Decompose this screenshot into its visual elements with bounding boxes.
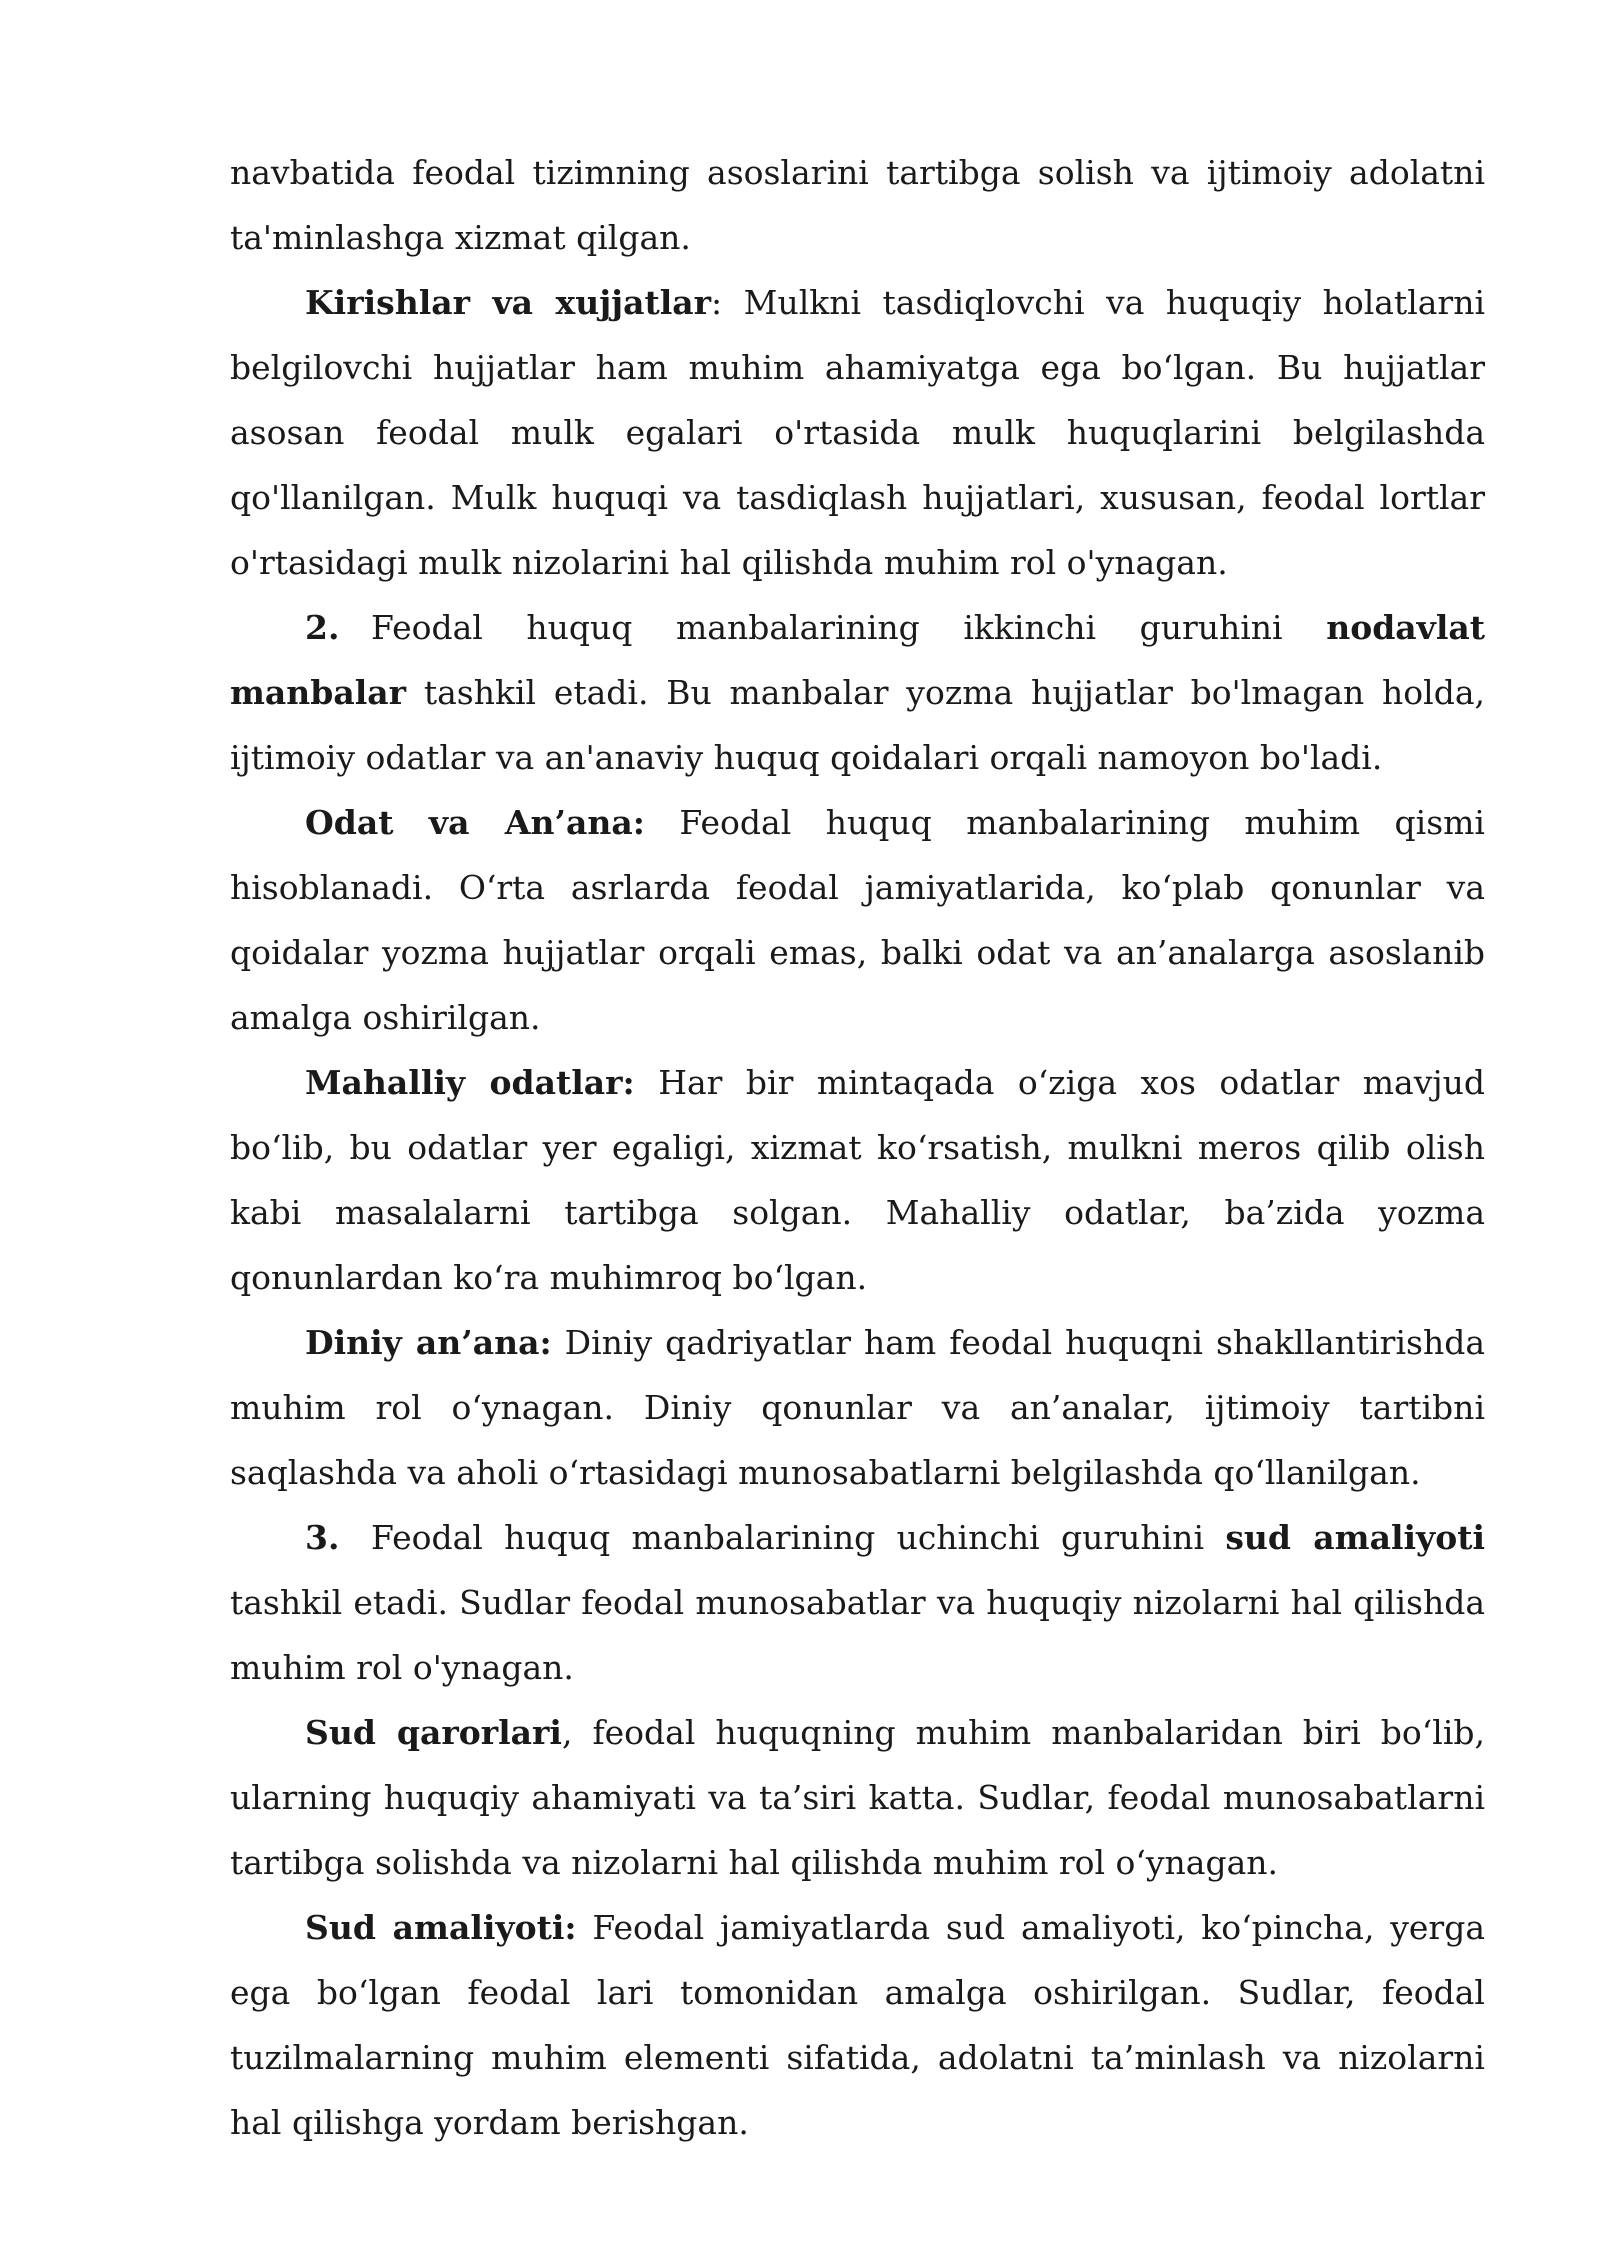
paragraph-text: , feodal huquqning muhim manbalaridan biri bo‘lib, ularning huquqiy ahamiyati va ta’siri katta. Sudlar, feodal munosabatlarni tartibga solishda va nizolarni hal qilishda muhim rol o‘ynagan. bbox=[230, 1713, 1486, 1882]
paragraph-item-2 bbox=[230, 595, 1485, 790]
paragraph-heading: Odat va An’ana: bbox=[305, 803, 645, 842]
paragraph-heading: Kirishlar va xujjatlar bbox=[305, 283, 712, 322]
paragraph-text: Har bir mintaqada o‘ziga xos odatlar mavjud bo‘lib, bu odatlar yer egaligi, xizmat ko‘rsatish, mulkni meros qilib olish kabi masalalarni tartibga solgan. Mahalliy odatlar, ba’zida yozma qonunlardan ko‘ra muhimroq bo‘lgan. bbox=[230, 1063, 1485, 1297]
paragraph-heading: Sud amaliyoti: bbox=[305, 1908, 577, 1947]
paragraph-text: Feodal jamiyatlarda sud amaliyoti, ko‘pincha, yerga ega bo‘lgan feodal lari tomonidan amalga oshirilgan. Sudlar, feodal tuzilmalarning muhim elementi sifatida, adolatni ta’minlash va nizolarni hal qilishga yordam berishgan. bbox=[230, 1908, 1485, 2142]
paragraph-heading: Diniy an’ana: bbox=[305, 1323, 552, 1362]
paragraph-text: Diniy qadriyatlar ham feodal huquqni shakllantirishda muhim rol o‘ynagan. Diniy qonunlar va an’analar, ijtimoiy tartibni saqlashda va aholi o‘rtasidagi munosabatlarni belgilashda qo‘llanilgan. bbox=[230, 1323, 1486, 1492]
paragraph-continuation bbox=[230, 140, 1485, 270]
paragraph-text: Feodal huquq manbalarining ikkinchi guruhini bbox=[371, 608, 1327, 647]
paragraph-item-3 bbox=[230, 1505, 1485, 1700]
paragraph-text: Feodal huquq manbalarining muhim qismi hisoblanadi. O‘rta asrlarda feodal jamiyatlarida, ko‘plab qonunlar va qoidalar yozma hujjatlar orqali emas, balki odat va an’analarga asoslanib amalga oshirilgan. bbox=[230, 803, 1485, 1037]
paragraph-sud-qarorlari bbox=[230, 1700, 1485, 1895]
paragraph-emphasis: nodavlat manbalar bbox=[230, 608, 1485, 712]
list-number: 2. bbox=[305, 608, 340, 647]
paragraph-mahalliy bbox=[230, 1050, 1485, 1310]
paragraph-text: : Mulkni tasdiqlovchi va huquqiy holatlarni belgilovchi hujjatlar ham muhim ahamiyatga ega bo‘lgan. Bu hujjatlar asosan feodal mulk egalari o'rtasida mulk huquqlarini belgilashda qo'llanilgan. Mulk huquqi va tasdiqlash hujjatlari, xususan, feodal lortlar o'rtasidagi mulk nizolarini hal qilishda muhim rol o'ynagan. bbox=[230, 283, 1486, 582]
paragraph-heading: Mahalliy odatlar: bbox=[305, 1063, 635, 1102]
paragraph-odat bbox=[230, 790, 1485, 1050]
document-page bbox=[230, 140, 1485, 2155]
paragraph-kirishlar bbox=[230, 270, 1485, 595]
paragraph-text: Feodal huquq manbalarining uchinchi guruhini bbox=[371, 1518, 1226, 1557]
paragraph-diniy bbox=[230, 1310, 1485, 1505]
paragraph-heading: Sud qarorlari bbox=[305, 1713, 562, 1752]
paragraph-text: navbatida feodal tizimning asoslarini tartibga solish va ijtimoiy adolatni ta'minlashga xizmat qilgan. bbox=[230, 153, 1485, 257]
paragraph-text: tashkil etadi. Bu manbalar yozma hujjatlar bo'lmagan holda, ijtimoiy odatlar va an'anaviy huquq qoidalari orqali namoyon bo'ladi. bbox=[230, 673, 1485, 777]
paragraph-text: tashkil etadi. Sudlar feodal munosabatlar va huquqiy nizolarni hal qilishda muhim rol o'ynagan. bbox=[230, 1583, 1485, 1687]
paragraph-emphasis: sud amaliyoti bbox=[1225, 1518, 1485, 1557]
paragraph-sud-amaliyoti bbox=[230, 1895, 1485, 2155]
list-number: 3. bbox=[305, 1518, 340, 1557]
